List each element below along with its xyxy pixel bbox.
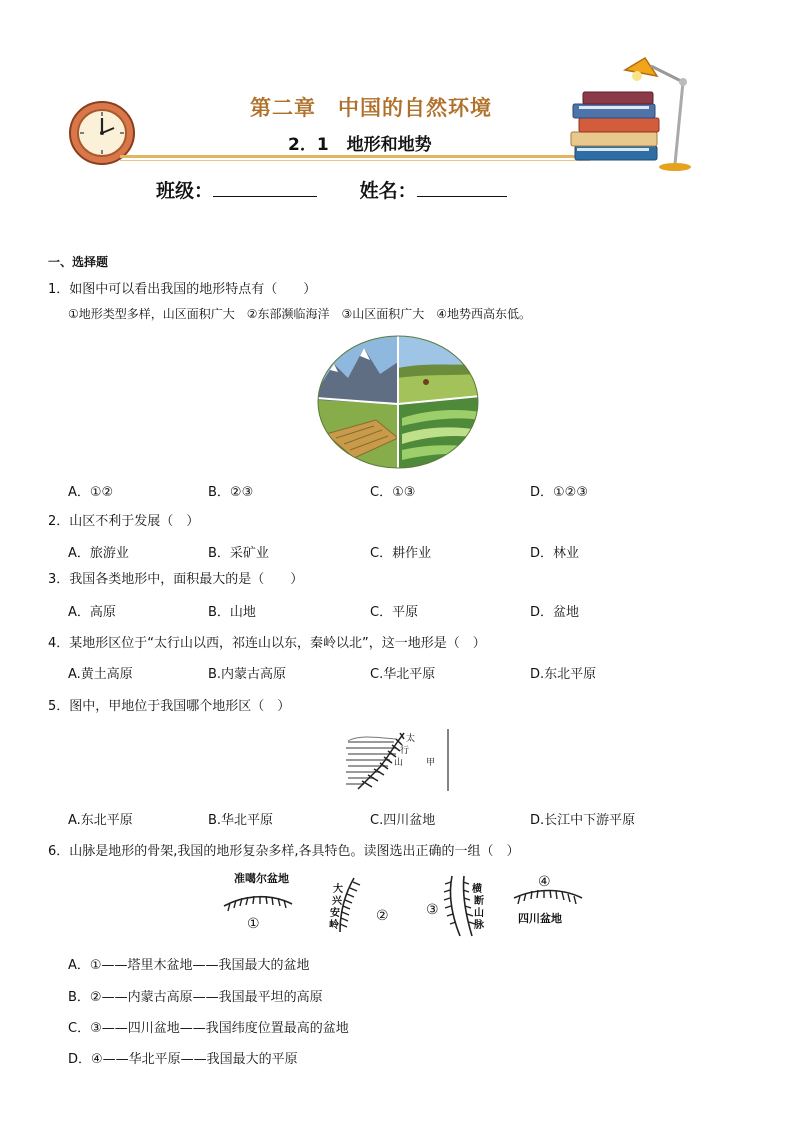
fig6-num-1: ① [247,916,260,932]
class-input[interactable] [213,196,317,197]
mountain-label-3: 山 [394,758,404,768]
fig6-num-2: ② [376,908,389,924]
fig6-label-2b: 兴 [332,896,342,907]
q2-option-a[interactable]: A．旅游业 [68,546,129,561]
header-divider-thin [120,160,590,161]
q3-option-c[interactable]: C．平原 [370,605,419,620]
fig6-label-4: 四川盆地 [518,912,562,925]
q3-option-d[interactable]: D．盆地 [530,605,580,620]
student-info-fields [156,176,507,203]
chapter-title: 第二章 中国的自然环境 [250,96,492,120]
question-1-statements: ①地形类型多样，山区面积广大 ②东部濒临海洋 ③山区面积广大 ④地势西高东低。 [68,307,532,321]
fig6-label-3a: 横 [472,884,482,895]
fig6-label-2d: 岭 [329,920,339,931]
q4-option-a[interactable]: A.黄土高原 [68,667,133,682]
jia-label: 甲 [426,758,436,768]
q2-option-c[interactable]: C．耕作业 [370,546,432,561]
question-2: 2．山区不利于发展（ ） [48,514,200,529]
q4-option-d[interactable]: D.东北平原 [530,667,597,682]
q4-option-b[interactable]: B.内蒙古高原 [208,667,287,682]
name-label: 姓名： [359,180,417,202]
q1-option-c[interactable]: C．①③ [370,485,416,500]
fig6-label-2a: 大 [333,884,343,895]
q6-option-d[interactable]: D．④——华北平原——我国最大的平原 [68,1052,298,1067]
q4-option-c[interactable]: C.华北平原 [370,667,436,682]
mountain-ranges-figure [216,870,588,942]
fig6-num-4: ④ [538,874,551,890]
taihang-map-figure [344,727,452,793]
section-title [288,130,432,155]
mountain-label-2: 行 [400,746,410,756]
section-number: 2．1 [288,135,329,155]
question-4: 4．某地形区位于“太行山以西，祁连山以东，秦岭以北”，这一地形是（ ） [48,636,486,651]
q2-option-b[interactable]: B．采矿业 [208,546,269,561]
section-title-text: 地形和地势 [346,135,432,155]
fig6-label-3d: 脉 [474,920,484,931]
q6-option-a[interactable]: A．①——塔里木盆地——我国最大的盆地 [68,958,310,973]
fig6-label-2c: 安 [330,908,340,919]
class-label: 班级： [156,180,214,202]
question-5: 5．图中，甲地位于我国哪个地形区（ ） [48,699,291,714]
q5-option-c[interactable]: C.四川盆地 [370,813,436,828]
q1-option-d[interactable]: D．①②③ [530,485,588,500]
q1-option-b[interactable]: B．②③ [208,485,254,500]
q5-option-b[interactable]: B.华北平原 [208,813,274,828]
q3-option-a[interactable]: A．高原 [68,605,116,620]
q2-option-d[interactable]: D．林业 [530,546,580,561]
question-1: 1．如图中可以看出我国的地形特点有（ ） [48,282,317,297]
section-heading: 一、选择题 [48,255,109,269]
question-3: 3．我国各类地形中，面积最大的是（ ） [48,572,304,587]
header-divider [120,155,590,158]
name-input[interactable] [417,196,507,197]
q6-option-b[interactable]: B．②——内蒙古高原——我国最平坦的高原 [68,990,323,1005]
q6-option-c[interactable]: C．③——四川盆地——我国纬度位置最高的盆地 [68,1021,349,1036]
fig6-label-3b: 断 [474,896,484,907]
fig6-num-3: ③ [426,902,439,918]
books-lamp-illustration [565,52,715,174]
landform-collage-figure [316,334,480,470]
q5-option-d[interactable]: D.长江中下游平原 [530,813,636,828]
q3-option-b[interactable]: B．山地 [208,605,256,620]
q5-option-a[interactable]: A.东北平原 [68,813,133,828]
fig6-label-1: 准噶尔盆地 [234,872,289,885]
question-6: 6．山脉是地形的骨架,我国的地形复杂多样,各具特色。读图选出正确的一组（ ） [48,844,520,859]
fig6-label-3c: 山 [474,908,484,919]
mountain-label-1: 太 [406,734,416,744]
q1-option-a[interactable]: A．①② [68,485,114,500]
